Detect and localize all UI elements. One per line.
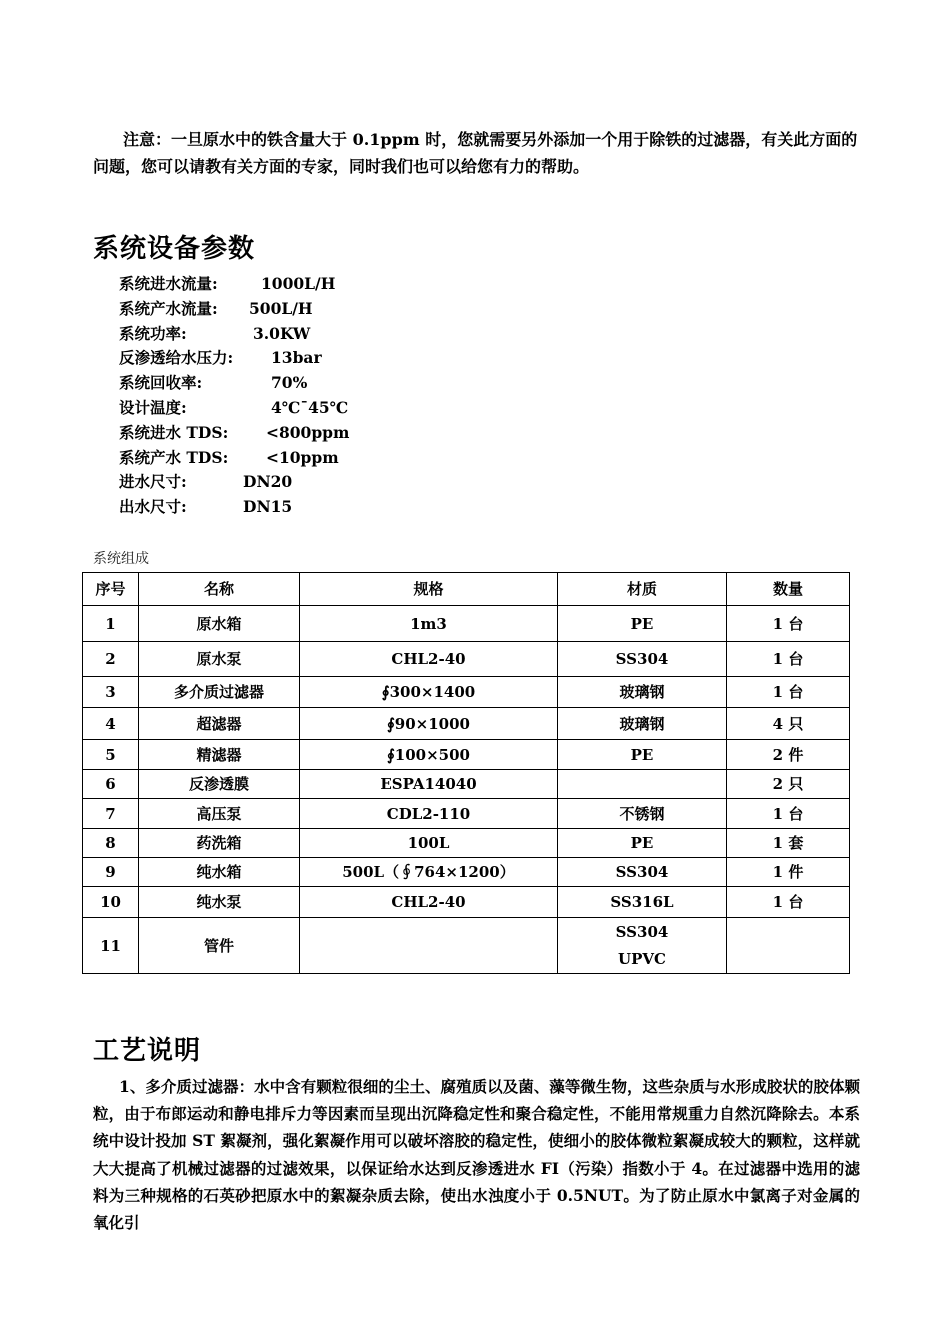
cell-spec: 100L — [300, 829, 558, 858]
cell-qty: 1 台 — [727, 887, 850, 918]
section-title-process: 工艺说明 — [93, 1036, 202, 1066]
cell-name: 反渗透膜 — [139, 770, 300, 799]
table-row — [83, 677, 850, 708]
cell-material: PE — [558, 740, 727, 770]
cell-name: 管件 — [139, 918, 300, 974]
cell-qty: 1 台 — [727, 606, 850, 642]
param-label: 系统进水流量: — [119, 274, 218, 293]
cell-spec: ∮90×1000 — [300, 708, 558, 740]
table-row — [83, 829, 850, 858]
cell-name: 原水箱 — [139, 606, 300, 642]
cell-no: 7 — [83, 799, 139, 829]
cell-spec: CHL2-40 — [300, 887, 558, 918]
cell-material: SS316L — [558, 887, 727, 918]
cell-spec: CHL2-40 — [300, 642, 558, 677]
process-paragraph: 1、多介质过滤器：水中含有颗粒很细的尘土、腐殖质以及菌、藻等微生物，这些杂质与水形成胶状的胶体颗粒，由于布郎运动和静电排斥力等因素而呈现出沉降稳定性和聚合稳定性，不能用常规重力自然沉降除去。本系统中设计投加 ST 絮凝剂，强化絮凝作用可以破坏溶胶的稳定性，使细小的胶体微粒絮凝成较大的颗粒，这样就大大提高了机械过滤器的过滤效果，以保证给水达到反渗透进水 FI（污染）指数小于 4。在过滤器中选用的滤料为三种规格的石英砂把原水中的絮凝杂质去除，使出水浊度小于 0.5NUT。为了防止原水中氯离子对金属的氧化引 — [93, 1077, 860, 1233]
table-row — [83, 858, 850, 887]
cell-material — [558, 770, 727, 799]
cell-name: 原水泵 — [139, 642, 300, 677]
cell-qty: 2 件 — [727, 740, 850, 770]
header-cell: 名称 — [139, 573, 300, 606]
cell-material: SS304 — [558, 642, 727, 677]
param-label: 系统回收率: — [119, 373, 203, 393]
param-label: 出水尺寸: — [119, 497, 187, 517]
material-line: UPVC — [618, 949, 666, 968]
cell-no: 4 — [83, 708, 139, 740]
cell-spec: CDL2-110 — [300, 799, 558, 829]
cell-material: PE — [558, 829, 727, 858]
cell-spec — [300, 918, 558, 974]
cell-material: 不锈钢 — [558, 799, 727, 829]
cell-qty: 2 只 — [727, 770, 850, 799]
header-cell: 数量 — [727, 573, 850, 606]
param-item — [119, 297, 313, 322]
header-cell: 序号 — [83, 573, 139, 606]
cell-spec: ESPA14040 — [300, 770, 558, 799]
cell-name: 多介质过滤器 — [139, 677, 300, 708]
cell-spec: ∮100×500 — [300, 740, 558, 770]
cell-material: PE — [558, 606, 727, 642]
cell-qty: 1 台 — [727, 642, 850, 677]
param-value: DN15 — [243, 497, 293, 517]
param-item — [119, 470, 293, 495]
parameter-list — [119, 272, 350, 520]
table-row — [83, 918, 850, 974]
param-label: 系统功率: — [119, 323, 187, 343]
param-item — [119, 322, 311, 347]
cell-spec: 500L（∮764×1200） — [300, 858, 558, 887]
iron-note: 注意：一旦原水中的铁含量大于 0.1ppm 时，您就需要另外添加一个用于除铁的过滤器，有关此方面的问题，您可以请教有关方面的专家，同时我们也可以给您有力的帮助。 — [93, 130, 858, 176]
cell-qty: 1 台 — [727, 799, 850, 829]
cell-material — [558, 918, 727, 974]
table-row — [83, 770, 850, 799]
param-value: <800ppm — [266, 422, 350, 442]
cell-no: 11 — [83, 918, 139, 974]
param-value: 1000L/H — [261, 274, 336, 293]
table-row — [83, 799, 850, 829]
cell-material: SS304 — [558, 858, 727, 887]
table-row — [83, 642, 850, 677]
param-item — [119, 396, 349, 421]
param-value: 3.0KW — [253, 323, 311, 343]
table-caption: 系统组成 — [93, 551, 149, 567]
cell-no: 8 — [83, 829, 139, 858]
cell-no: 3 — [83, 677, 139, 708]
cell-material: 玻璃钢 — [558, 677, 727, 708]
cell-name: 超滤器 — [139, 708, 300, 740]
param-label: 设计温度: — [119, 397, 187, 417]
param-label: 系统产水 TDS: — [119, 447, 229, 467]
cell-no: 1 — [83, 606, 139, 642]
param-label: 反渗透给水压力: — [119, 348, 234, 368]
cell-no: 10 — [83, 887, 139, 918]
cell-no: 9 — [83, 858, 139, 887]
cell-qty — [727, 918, 850, 974]
header-cell: 材质 — [558, 573, 727, 606]
table-row — [83, 740, 850, 770]
header-cell: 规格 — [300, 573, 558, 606]
param-item — [119, 371, 308, 396]
cell-no: 6 — [83, 770, 139, 799]
cell-no: 2 — [83, 642, 139, 677]
param-item — [119, 421, 350, 446]
table-row — [83, 887, 850, 918]
param-item — [119, 495, 293, 520]
cell-qty: 1 件 — [727, 858, 850, 887]
param-label: 系统产水流量: — [119, 298, 218, 318]
cell-name: 纯水箱 — [139, 858, 300, 887]
table-header-row — [83, 573, 850, 606]
param-value: <10ppm — [266, 447, 339, 467]
param-value: 500L/H — [249, 298, 313, 318]
section-title-parameters: 系统设备参数 — [93, 234, 256, 264]
param-label: 进水尺寸: — [119, 472, 187, 492]
cell-qty: 4 只 — [727, 708, 850, 740]
param-value: DN20 — [243, 472, 293, 492]
param-item — [119, 272, 336, 297]
table-row — [83, 606, 850, 642]
cell-spec: ∮300×1400 — [300, 677, 558, 708]
param-value: 4℃¯45℃ — [271, 397, 349, 417]
param-item — [119, 346, 322, 371]
param-label: 系统进水 TDS: — [119, 422, 229, 442]
cell-qty: 1 台 — [727, 677, 850, 708]
cell-name: 药洗箱 — [139, 829, 300, 858]
cell-spec: 1m3 — [300, 606, 558, 642]
param-item — [119, 446, 339, 471]
system-components-table — [82, 572, 850, 974]
cell-name: 高压泵 — [139, 799, 300, 829]
param-value: 13bar — [271, 348, 322, 368]
cell-no: 5 — [83, 740, 139, 770]
cell-qty: 1 套 — [727, 829, 850, 858]
cell-name: 精滤器 — [139, 740, 300, 770]
cell-name: 纯水泵 — [139, 887, 300, 918]
table-row — [83, 708, 850, 740]
param-value: 70% — [271, 373, 308, 393]
cell-material: 玻璃钢 — [558, 708, 727, 740]
material-line: SS304 — [615, 922, 669, 941]
